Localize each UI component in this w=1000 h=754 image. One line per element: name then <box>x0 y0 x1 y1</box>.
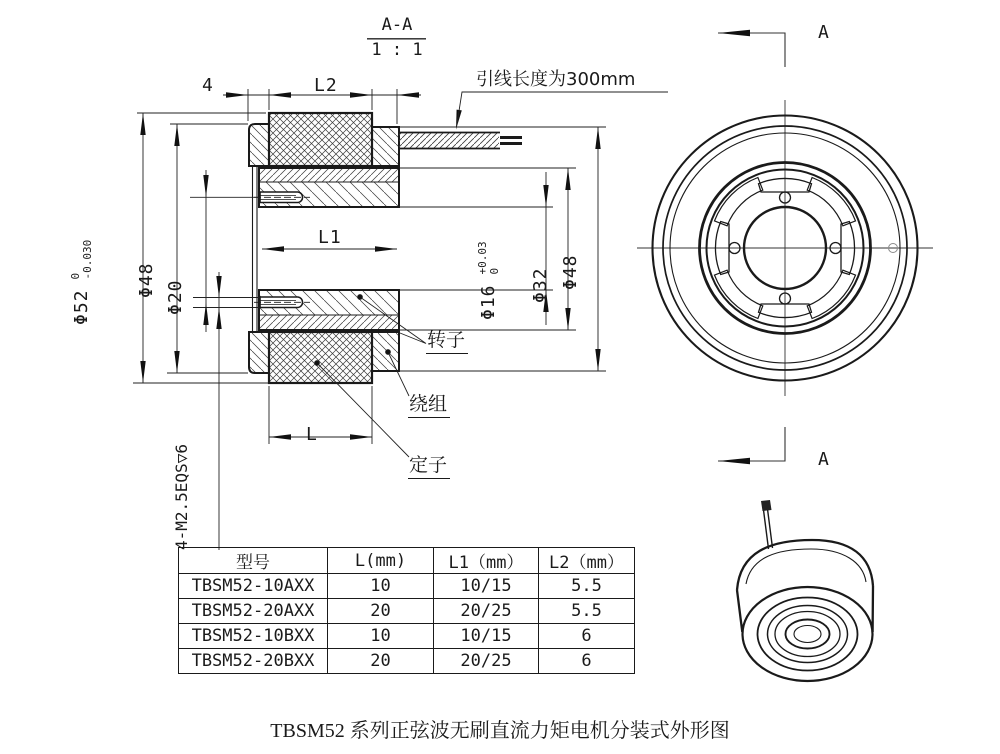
table-cell: 10/15 <box>434 624 539 649</box>
section-cut-markers <box>718 30 785 464</box>
column-header-l2: L2（mm） <box>539 548 635 574</box>
table-header-row <box>179 548 635 574</box>
figure-caption: TBSM52 系列正弦波无刷直流力矩电机分装式外形图 <box>270 720 730 742</box>
section-view-label: A-A <box>381 15 413 35</box>
cut-plane-label-top: A <box>818 22 829 43</box>
table-row <box>179 574 635 599</box>
table-cell: 10/15 <box>434 574 539 599</box>
spec-table <box>178 547 635 674</box>
table-cell-model: TBSM52-10AXX <box>179 574 328 599</box>
table-cell-model: TBSM52-10BXX <box>179 624 328 649</box>
table-cell: 20 <box>328 649 434 674</box>
table-cell: 20/25 <box>434 599 539 624</box>
dim-phi16: Φ16 +0.03 0 <box>476 241 501 320</box>
rotor-label: 转子 <box>426 330 468 354</box>
cut-plane-label-bottom: A <box>818 449 829 470</box>
dim-phi48-right: Φ48 <box>560 254 581 290</box>
table-row <box>179 649 635 674</box>
phi16-tolerance: +0.03 0 <box>476 241 501 275</box>
column-header-model: 型号 <box>179 548 328 574</box>
screw-spec-note: 4-M2.5EQS▽6 <box>172 444 191 550</box>
table-row <box>179 599 635 624</box>
dim-phi48-left: Φ48 <box>136 262 157 298</box>
table-cell-model: TBSM52-20BXX <box>179 649 328 674</box>
column-header-l1: L1（mm） <box>434 548 539 574</box>
table-row <box>179 624 635 649</box>
dim-phi52: Φ52 0 -0.030 <box>69 239 94 325</box>
section-view-scale: 1 : 1 <box>371 40 423 60</box>
stator-label: 定子 <box>408 455 450 479</box>
table-cell-model: TBSM52-20AXX <box>179 599 328 624</box>
dim-l2: L2 <box>314 75 338 96</box>
bottom-view-linework <box>737 500 873 681</box>
dim-l1: L1 <box>318 227 342 248</box>
dim-l: L <box>306 424 318 445</box>
table-cell: 20 <box>328 599 434 624</box>
table-cell: 10 <box>328 624 434 649</box>
lead-wire-note: 引线长度为300mm <box>476 69 636 90</box>
front-view-linework <box>637 100 933 396</box>
table-cell: 6 <box>539 624 635 649</box>
phi52-tolerance: 0 -0.030 <box>69 239 94 280</box>
dim-flange-width: 4 <box>202 75 214 96</box>
dim-phi20: Φ20 <box>165 279 186 315</box>
winding-label: 绕组 <box>408 394 450 418</box>
column-header-l: L(mm) <box>328 548 434 574</box>
table-cell: 5.5 <box>539 574 635 599</box>
dim-phi32: Φ32 <box>530 267 551 303</box>
table-cell: 5.5 <box>539 599 635 624</box>
table-cell: 6 <box>539 649 635 674</box>
table-cell: 10 <box>328 574 434 599</box>
table-cell: 20/25 <box>434 649 539 674</box>
